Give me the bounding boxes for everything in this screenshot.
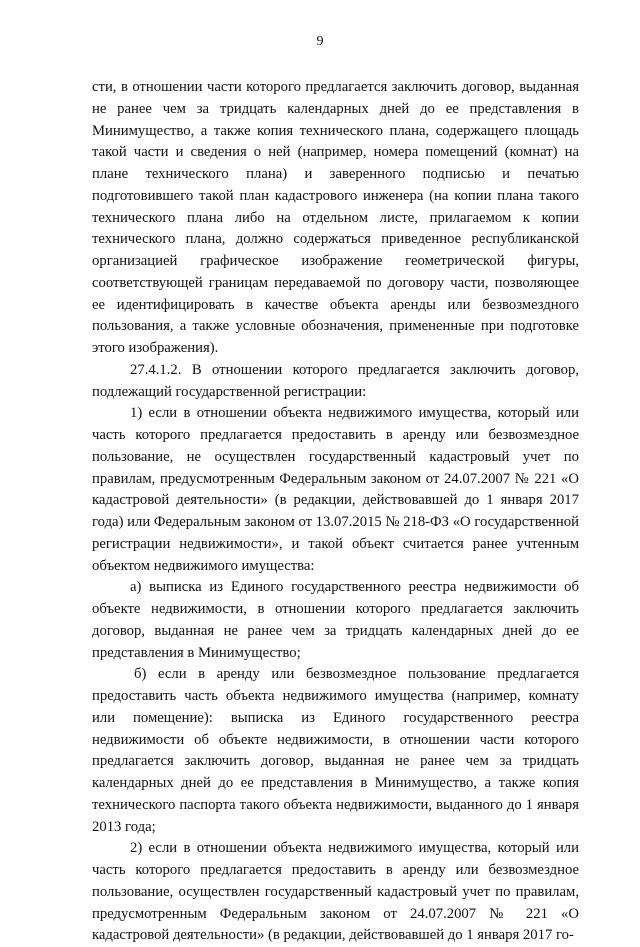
paragraph-item-1: 1) если в отношении объекта недвижимого имущества, который или часть которого предлагается предоставить в аренду или безвозмездное пользование, не осуществлен государственный кадастровый учет по правилам, предусмотренным Федеральным законом от 24.07.2007 № 221 «О кадастровой деятельности» (в редакции, действовавшей до 1 января 2017 года) или Федеральным законом от 13.07.2015 № 218-ФЗ «О государственной регистрации недвижимости», и такой объект считается ранее учтенным объектом недвижимого имущества: — [92, 405, 579, 574]
paragraph-item-1-a: а) выписка из Единого государственного реестра недвижимости об объекте недвижимости, в отношении которого предлагается заключить договор, выданная не ранее чем за тридцать календарных дней до ее представления в Минимущество; — [92, 579, 579, 661]
paragraph-clause-27-4-1-2: 27.4.1.2. В отношении которого предлагается заключить договор, подлежащий государственной регистрации: — [92, 361, 579, 400]
document-body — [92, 77, 579, 947]
paragraph-item-1-b: б) если в аренду или безвозмездное пользование предлагается предоставить часть объекта недвижимого имущества (например, комнату или помещение): выписка из Единого государственного реестра недвижимости об объекте недвижимости, в отношении части которого предлагается заключить договор, выданная не ранее чем за тридцать календарных дней до ее представления в Минимущество, а также копия технического паспорта такого объекта недвижимости, выданного до 1 января 2013 года; — [92, 666, 579, 835]
page-number: 9 — [316, 34, 324, 49]
paragraph-item-2: 2) если в отношении объекта недвижимого имущества, который или часть которого предлагается предоставить в аренду или безвозмездное пользование, осуществлен государственный кадастровый учет по правилам, предусмотренным Федеральным законом от 24.07.2007 № 221 «О кадастровой деятельности» (в редакции, действовавшей до 1 января 2017 го- — [92, 840, 579, 944]
paragraph-continuation: сти, в отношении части которого предлагается заключить договор, выданная не ранее чем за тридцать календарных дней до ее представления в Минимущество, а также копия технического плана, содержащего площадь такой части и сведения о ней (например, номера помещений (комнат) на плане технического плана) и заверенного подписью и печатью подготовившего такой план кадастрового инженера (на копии плана такого технического плана либо на отдельном листе, прилагаемом к копии технического плана, должно содержаться приведенное республиканской организацией графическое изображение геометрической фигуры, соответствующей границам передаваемой по договору части, позволяющее ее идентифицировать в качестве объекта аренды или безвозмездного пользования, а также условные обозначения, примененные при подготовке этого изображения). — [92, 79, 579, 356]
